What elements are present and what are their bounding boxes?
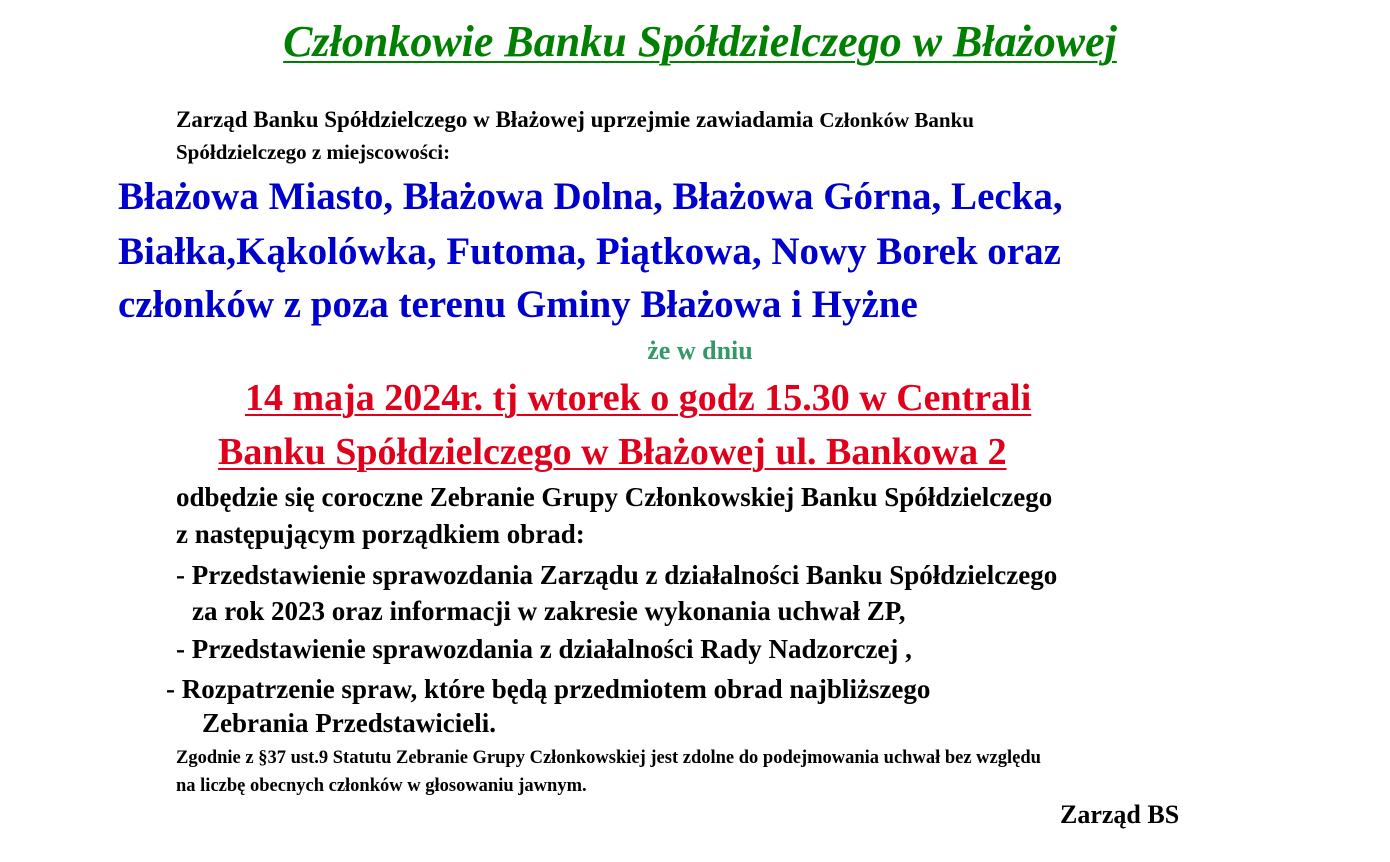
date-line-2: Banku Spółdzielczego w Błażowej ul. Bankowa 2 <box>218 431 1007 473</box>
places-line-1: Błażowa Miasto, Błażowa Dolna, Błażowa Górna, Lecka, <box>118 175 1063 218</box>
intro-line-2: Spółdzielczego z miejscowości: <box>176 140 451 164</box>
places-line-3: członków z poza terenu Gminy Błażowa i Hyżne <box>118 283 918 326</box>
intro-line-1 <box>176 107 974 133</box>
note-line-2: na liczbę obecnych członków w głosowaniu jawnym. <box>176 776 587 796</box>
agenda-item-3-continued: Zebrania Przedstawicieli. <box>202 708 496 738</box>
date-line-1: 14 maja 2024r. tj wtorek o godz 15.30 w Centrali <box>245 377 1032 419</box>
signature: Zarząd BS <box>1060 800 1180 829</box>
date-intro: że w dniu <box>647 336 753 365</box>
agenda-item-2: - Przedstawienie sprawozdania z działalności Rady Nadzorczej , <box>176 634 912 664</box>
note-line-1: Zgodnie z §37 ust.9 Statutu Zebranie Grupy Członkowskiej jest zdolne do podejmowania uchwał bez względu <box>176 748 1041 768</box>
agenda-item-3: - Rozpatrzenie spraw, które będą przedmiotem obrad najbliższego <box>166 674 931 704</box>
body-line-1: odbędzie się coroczne Zebranie Grupy Członkowskiej Banku Spółdzielczego <box>176 482 1053 512</box>
body-line-2: z następującym porządkiem obrad: <box>176 519 585 549</box>
agenda-item-1-continued: za rok 2023 oraz informacji w zakresie wykonania uchwał ZP, <box>192 596 906 626</box>
intro-line-1-main: Zarząd Banku Spółdzielczego w Błażowej uprzejmie zawiadamia <box>176 107 820 132</box>
announcement-title: Członkowie Banku Spółdzielczego w Błażowej <box>283 17 1117 66</box>
agenda-item-1: - Przedstawienie sprawozdania Zarządu z działalności Banku Spółdzielczego <box>176 560 1058 590</box>
places-line-2: Białka,Kąkolówka, Futoma, Piątkowa, Nowy Borek oraz <box>118 230 1061 273</box>
intro-line-1-tail: Członków Banku <box>819 108 974 132</box>
